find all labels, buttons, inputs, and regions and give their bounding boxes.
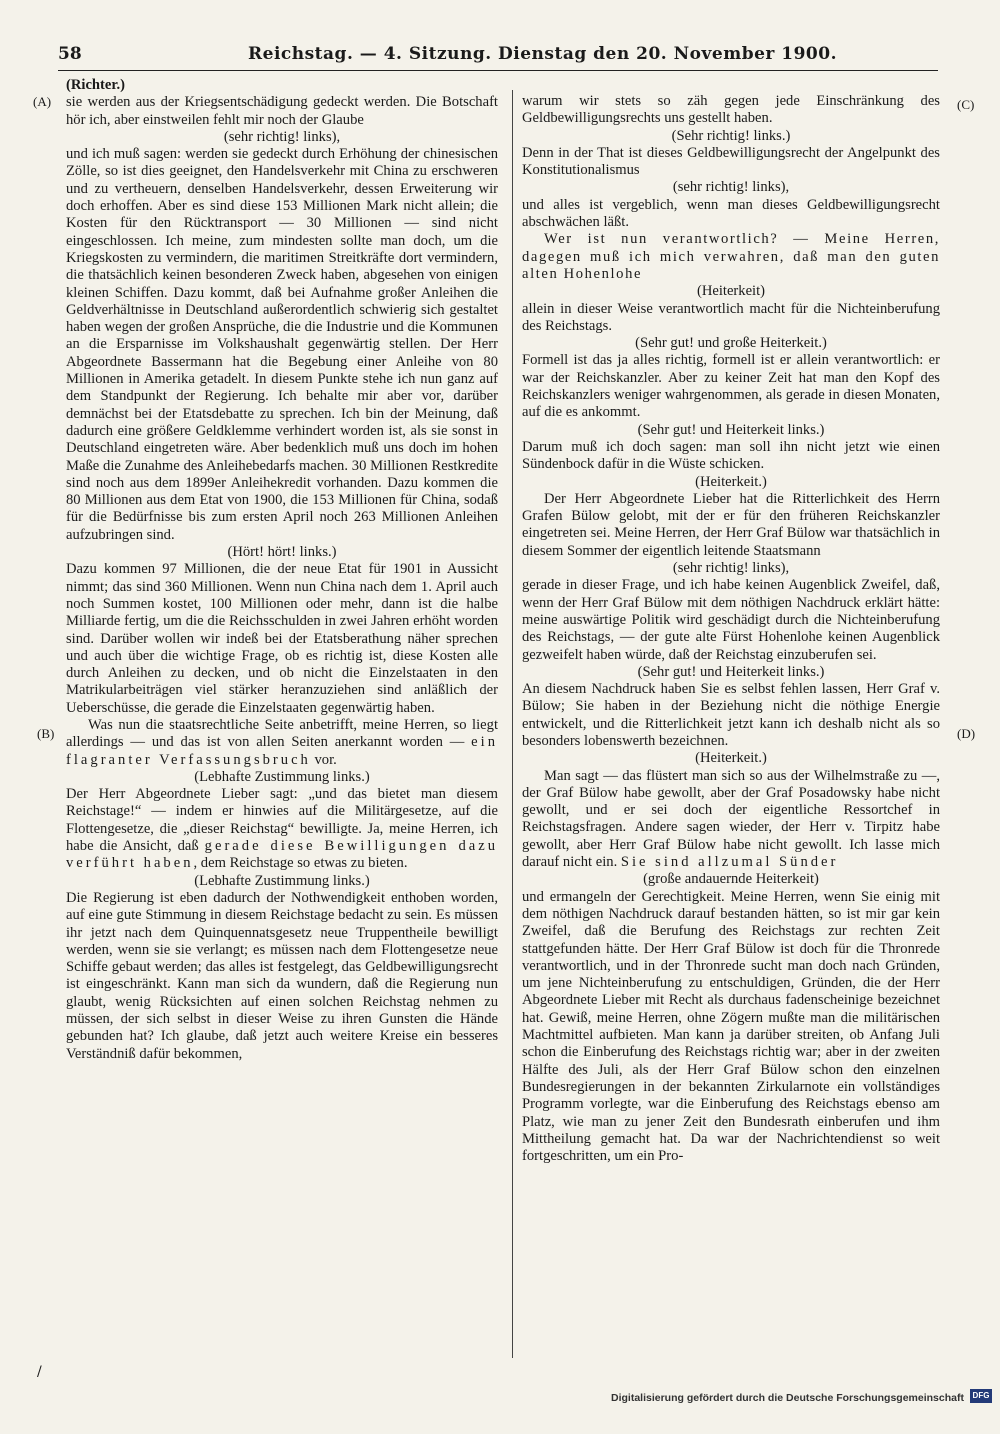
paragraph: und alles ist vergeblich, wenn man dieses Geldbewilligungsrecht abschwächen läßt. [522, 196, 940, 231]
column-divider [512, 90, 513, 1358]
paragraph-text: Was nun die staatsrechtliche Seite anbetrifft, meine Herren, so liegt allerdings — und das ist von allen Seiten anerkannt worden — [66, 716, 498, 751]
paragraph-text: Man sagt — das flüstert man sich so aus der Wilhelmstraße zu —, der Graf Bülow habe gewollt, aber der Graf Posadowsky habe nicht gewollt, und er sei doch der eigentliche Ressortchef in Reichstagsfragen. Andere sagen wieder, der Herr v. Tirpitz habe gewollt, aber Herr Graf Bülow habe nicht gewollt. Ich lasse mich darauf nicht ein. [522, 767, 940, 871]
digitization-footer: Digitalisierung gefördert durch die Deutsche Forschungsgemeinschaft [611, 1392, 964, 1404]
right-column [522, 93, 940, 1165]
paragraph: Formell ist das ja alles richtig, formell ist er allein verantwortlich: er war der Reichskanzler. Aber zu keiner Zeit hat man den Kopf des Reichskanzlers weniger wahrgenommen, als gerade in diesen Monaten, auf die es ankommt. [522, 352, 940, 421]
interjection: (sehr richtig! links), [223, 128, 341, 145]
interjection: (große andauernde Heiterkeit) [643, 871, 819, 888]
paragraph [66, 717, 498, 769]
dfg-logo: DFG [970, 1389, 992, 1403]
margin-marker-c: (C) [957, 97, 975, 112]
paragraph: und ich muß sagen: werden sie gedeckt durch Erhöhung der chinesischen Zölle, so ist dies geeignet, den Handelsverkehr mit China zu erschweren und zu vertheuern, denselben Handelsverkehr, dessen Erweiterung wir doch erhoffen. Aber es sind diese 153 Millionen Mark nicht allein; die Kosten für den Rücktransport — 30 Millionen — sind nicht eingeschlossen. Ich meine, zum mindesten sollte man doch, um die Kriegskosten zu vermindern, die maritimen Streitkräfte dort vermindern, die thatsächlich keinen besonderen Zweck haben, abgesehen von einigen kleinen Schiffen. Dazu kommt, daß bei Aufnahme großer Anleihen die Geldverhältnisse in Deutschland außerordentlich schwierig sich gestaltet haben wegen der großen Ansprüche, die die Industrie und die Kommunen an die Ersparnisse im Volkshaushalt gegenwärtig stellen. Der Herr Abgeordnete Bassermann hat die Begebung einer Anleihe von 80 Millionen in Amerika getadelt. In diesem Punkte stehe ich nun ganz auf dem Standpunkt der Regierung. Ich behalte mir aber vor, darüber demnächst bei der Etatsdebatte zu sprechen. Ich bin der Meinung, daß dadurch eine größere Geldklemme verhindert worden ist, als sie sonst in Deutschland eingetreten wäre. Aber bedenklich muß uns doch im hohen Maße die Zunahme des Anleihebedarfs machen. 30 Millionen Restkredite sind noch aus dem 1899er Anleihekredit vorhanden. Dazu kommen die 80 Millionen aus dem Etat von 1900, die 153 Millionen für China, sodaß für die Bedürfnisse bis zum ersten April noch 263 Millionen Anleihen aufzubringen sind. [66, 146, 498, 543]
paragraph: sie werden aus der Kriegsentschädigung gedeckt werden. Die Botschaft hör ich, aber einstweilen fehlt mir noch der Glaube [66, 94, 498, 128]
paragraph: Der Herr Abgeordnete Lieber hat die Ritterlichkeit des Herrn Grafen Bülow gelobt, mit der er für den früheren Reichskanzler eingetreten sei. Meine Herren, der Herr Graf Bülow war thatsächlich in diesem Sommer der eigentlich leitende Staatsmann [522, 490, 940, 559]
margin-marker-d: (D) [957, 726, 976, 741]
paragraph [66, 786, 498, 872]
paragraph: allein in dieser Weise verantwortlich macht für die Nichteinberufung des Reichstags. [522, 300, 940, 334]
interjection: (Sehr gut! und große Heiterkeit.) [635, 335, 827, 352]
interjection: (Heiterkeit.) [695, 473, 767, 490]
paragraph: gerade in dieser Frage, und ich habe keinen Augenblick Zweifel, daß, wenn der Herr Graf Bülow mit dem nöthigen Nachdruck erklärt hätte: meine auswärtige Politik wird geschädigt durch die Nichteinberufung des Reichstags, — der gute alte Fürst Hohenlohe keinen Augenblick gezweifelt haben würde, daß der Reichstag einzuberufen sei. [522, 577, 940, 663]
paragraph: Dazu kommen 97 Millionen, die der neue Etat für 1901 in Aussicht nimmt; das sind 360 Millionen. Wenn nun China nach dem 1. April auch noch Summen kostet, 100 Millionen oder mehr, dann ist die halbe Milliarde fertig, um die die Reichsschulden in zwei Jahren erhöht worden sind. Darüber wollen wir indeß bei der Etatsberathung näher sprechen und auch über die wichtige Frage, ob es richtig ist, diese Kosten alle durch Anleihen zu decken, und ob nicht die Einzelstaaten in den Matrikularbeiträgen viel stärker heranzuziehen sind anläßlich der Ueberschüsse, die gerade die Einzelstaaten gegenwärtig haben. [66, 561, 498, 716]
spaced-emphasis: ein flagranter Verfassungsbruch [66, 734, 498, 768]
interjection: (Sehr gut! und Heiterkeit links.) [637, 663, 825, 680]
interjection: (Hört! hört! links.) [227, 544, 337, 561]
paragraph [522, 768, 940, 872]
paragraph: Denn in der That ist dieses Geldbewilligungsrecht der Angelpunkt des Konstitutionalismus [522, 144, 940, 179]
page-number: 58 [58, 44, 82, 64]
interjection: (Lebhafte Zustimmung links.) [194, 768, 370, 785]
margin-marker-a: (A) [33, 94, 52, 109]
interjection: (Sehr richtig! links.) [671, 127, 791, 144]
paragraph: Darum muß ich doch sagen: man soll ihn nicht jetzt wie einen Sündenbock dafür in die Wüste schicken. [522, 438, 940, 473]
running-title: Reichstag. — 4. Sitzung. Dienstag den 20. November 1900. [248, 44, 838, 64]
paragraph-text: vor. [310, 751, 337, 768]
interjection: (Sehr gut! und Heiterkeit links.) [637, 421, 825, 438]
spaced-emphasis: Sie sind allzumal Sünder [620, 854, 839, 871]
interjection: (sehr richtig! links), [672, 560, 790, 577]
header-rule [58, 70, 938, 71]
paragraph: und ermangeln der Gerechtigkeit. Meine Herren, wenn Sie einig mit dem nöthigen Nachdruck darauf bestanden hätten, so ist mir gar kein Zweifel, daß die Berufung des Reichstags zur rechten Zeit stattgefunden hätte. Der Herr Graf Bülow ist doch für die Thronrede verantwortlich, und in der Thronrede sucht man doch nach Gründen, um jene Nichteinberufung zu entschuldigen, Gründen, die der Herr Abgeordnete Lieber mit Recht als durchaus fadenscheinige bezeichnet hat. Gewiß, meine Herren, ohne Zögern mußte man die militärischen Machtmittel aufbieten. Man kann ja darüber streiten, ob Anfang Juli schon die Einberufung des Reichstags richtig war; aber in der zweiten Hälfte des Juli, als der Herr Graf Bülow schon den einzelnen Bundesregierungen in der bekannten Zirkularnote ein vollständiges Programm vorlegte, war die Einberufung des Reichstags ebenso am Platz, wie man zu jener Zeit den Bundesrath einberufen und ihm Mittheilung gemacht hat. Da war der Nachrichtendienst so weit fortgeschritten, um ein Pro- [522, 888, 940, 1165]
margin-tick: / [37, 1364, 42, 1380]
interjection: (Heiterkeit) [696, 283, 766, 300]
paragraph: Die Regierung ist eben dadurch der Nothwendigkeit enthoben worden, auf eine gute Stimmung in diesem Reichstage bedacht zu sein. Es müssen ihr jetzt nach dem Quinquennatsgesetz neue Truppentheile bewilligt werden, wenn sie sie verlangt; es müssen nach dem Flottengesetze neue Schiffe gebaut werden; das alles ist festgelegt, das Geldbewilligungsrecht ist eingeschränkt. Kann man sich da wundern, daß die Regierung nun glaubt, wenig Rücksichten auf einen solchen Reichstag nehmen zu müssen, der sich selbst in dieser Weise zu ihren Gunsten die Hände gebunden hat? Ich glaube, daß jetzt auch weitere Kreise ein besseres Verständniß dafür bekommen, [66, 889, 498, 1062]
speaker-name: (Richter.) [66, 77, 126, 93]
left-column [66, 77, 498, 1063]
spaced-emphasis: gerade diese Bewilligungen dazu verführt haben [66, 838, 498, 872]
page-header [58, 44, 938, 70]
interjection: (sehr richtig! links), [672, 179, 790, 196]
margin-marker-b: (B) [37, 726, 55, 741]
interjection: (Lebhafte Zustimmung links.) [194, 872, 370, 889]
paragraph-text: Der Herr Abgeordnete Lieber sagt: „und das bietet man diesem Reichstage!“ — indem er hinwies auf die Militärgesetze, auf die Flottengesetze, die „dieser Reichstag“ bewilligte. Ja, meine Herren, ich habe die Ansicht, daß [66, 786, 498, 855]
paragraph: An diesem Nachdruck haben Sie es selbst fehlen lassen, Herr Graf v. Bülow; Sie haben in der Beziehung nicht die nöthige Energie entwickelt, und die Ritterlichkeit jetzt kann ich deshalb nicht als so besonders lobenswerth bezeichnen. [522, 681, 940, 749]
interjection: (Heiterkeit.) [695, 750, 767, 767]
paragraph: Wer ist nun verantwortlich? — Meine Herren, dagegen muß ich mich verwahren, daß man den guten alten Hohenlohe [522, 231, 940, 282]
paragraph: warum wir stets so zäh gegen jede Einschränkung des Geldbewilligungsrechts uns gestellt haben. [522, 93, 940, 127]
paragraph-text: , dem Reichstage so etwas zu bieten. [193, 855, 408, 872]
